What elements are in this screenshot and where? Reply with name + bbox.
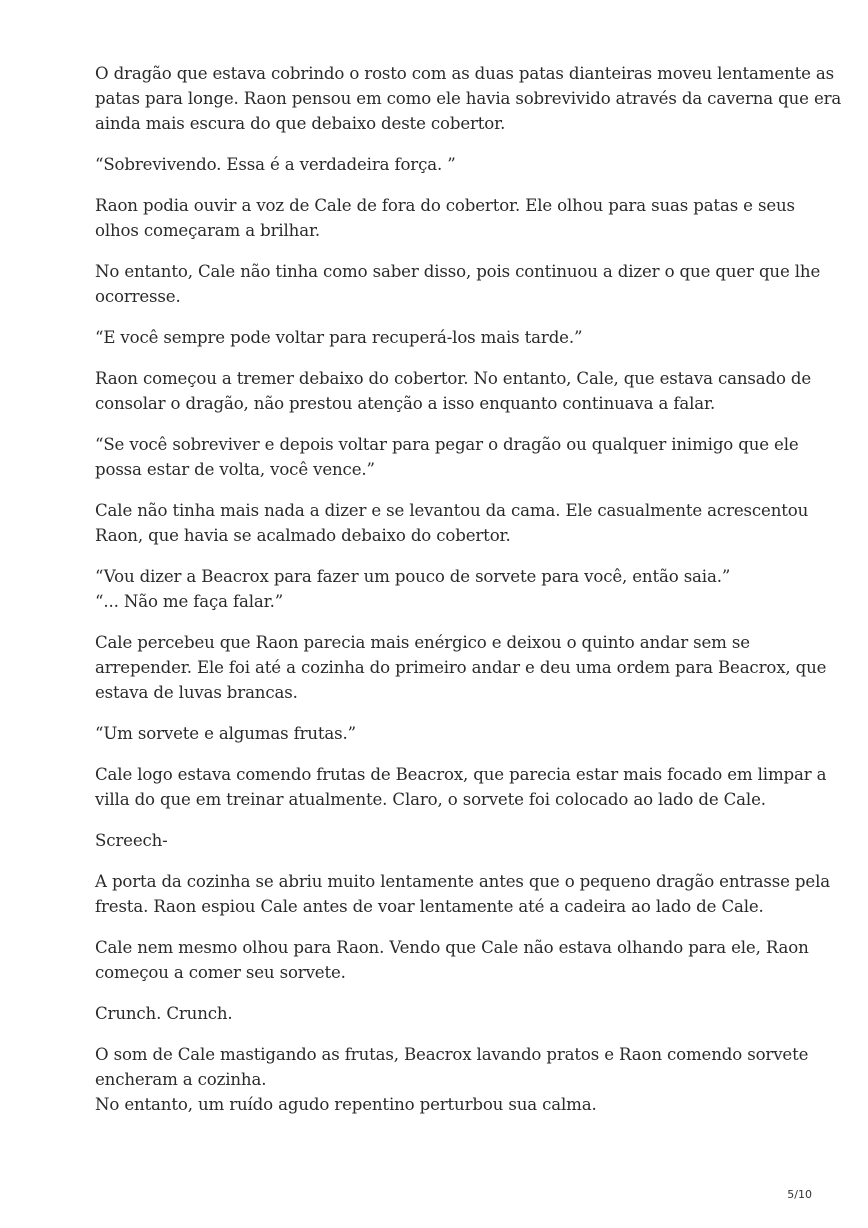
text-line: Crunch. Crunch. <box>95 1004 233 1023</box>
text-line: fresta. Raon espiou Cale antes de voar lentamente até a cadeira ao lado de Cale. <box>95 897 764 916</box>
text-line: O som de Cale mastigando as frutas, Beacrox lavando pratos e Raon comendo sorvete <box>95 1045 809 1064</box>
text-line: Raon começou a tremer debaixo do cobertor. No entanto, Cale, que estava cansado de <box>95 369 812 388</box>
text-line: começou a comer seu sorvete. <box>95 963 346 982</box>
paragraph <box>95 564 795 614</box>
text-line: possa estar de volta, você vence.” <box>95 460 375 479</box>
text-line: ainda mais escura do que debaixo deste cobertor. <box>95 114 506 133</box>
text-line: “... Não me faça falar.” <box>95 592 284 611</box>
paragraph <box>95 325 795 350</box>
paragraph <box>95 762 827 812</box>
text-line: Cale percebeu que Raon parecia mais enérgico e deixou o quinto andar sem se <box>95 633 750 652</box>
text-line: consolar o dragão, não prestou atenção a isso enquanto continuava a falar. <box>95 394 716 413</box>
text-line: villa do que em treinar atualmente. Claro, o sorvete foi colocado ao lado de Cale. <box>95 790 766 809</box>
text-line: patas para longe. Raon pensou em como ele havia sobrevivido através da caverna que era <box>95 89 842 108</box>
text-line: Cale não tinha mais nada a dizer e se levantou da cama. Ele casualmente acrescentou <box>95 501 809 520</box>
text-line: “Um sorvete e algumas frutas.” <box>95 724 356 743</box>
paragraph <box>95 935 809 985</box>
paragraph <box>95 869 830 919</box>
paragraph <box>95 432 799 482</box>
page-number: 5/10 <box>787 1188 812 1201</box>
paragraph <box>95 259 821 309</box>
text-line: A porta da cozinha se abriu muito lentamente antes que o pequeno dragão entrasse pela <box>95 872 830 891</box>
text-line: Cale logo estava comendo frutas de Beacrox, que parecia estar mais focado em limpar a <box>95 765 827 784</box>
text-line: O dragão que estava cobrindo o rosto com as duas patas dianteiras moveu lentamente as <box>95 64 834 83</box>
paragraph <box>95 366 812 416</box>
text-line: Raon, que havia se acalmado debaixo do cobertor. <box>95 526 511 545</box>
paragraph <box>95 630 827 705</box>
text-line: Cale nem mesmo olhou para Raon. Vendo que Cale não estava olhando para ele, Raon <box>95 938 809 957</box>
text-line: No entanto, Cale não tinha como saber disso, pois continuou a dizer o que quer que lhe <box>95 262 821 281</box>
paragraph <box>95 1001 795 1026</box>
text-line: estava de luvas brancas. <box>95 683 298 702</box>
text-line: arrepender. Ele foi até a cozinha do primeiro andar e deu uma ordem para Beacrox, que <box>95 658 827 677</box>
text-line: “E você sempre pode voltar para recuperá-los mais tarde.” <box>95 328 583 347</box>
text-line: “Sobrevivendo. Essa é a verdadeira força. ” <box>95 155 456 174</box>
paragraph <box>95 152 795 177</box>
paragraph <box>95 498 809 548</box>
text-line: olhos começaram a brilhar. <box>95 221 321 240</box>
text-line: Screech- <box>95 831 168 850</box>
paragraph <box>95 193 795 243</box>
text-line: encheram a cozinha. <box>95 1070 267 1089</box>
paragraph <box>95 1042 809 1117</box>
text-line: Raon podia ouvir a voz de Cale de fora do cobertor. Ele olhou para suas patas e seus <box>95 196 795 215</box>
paragraph <box>95 721 795 746</box>
document-body <box>95 61 842 1133</box>
text-line: No entanto, um ruído agudo repentino perturbou sua calma. <box>95 1095 597 1114</box>
paragraph <box>95 61 842 136</box>
text-line: “Vou dizer a Beacrox para fazer um pouco de sorvete para você, então saia.” <box>95 567 731 586</box>
paragraph <box>95 828 795 853</box>
text-line: “Se você sobreviver e depois voltar para pegar o dragão ou qualquer inimigo que ele <box>95 435 799 454</box>
text-line: ocorresse. <box>95 287 181 306</box>
